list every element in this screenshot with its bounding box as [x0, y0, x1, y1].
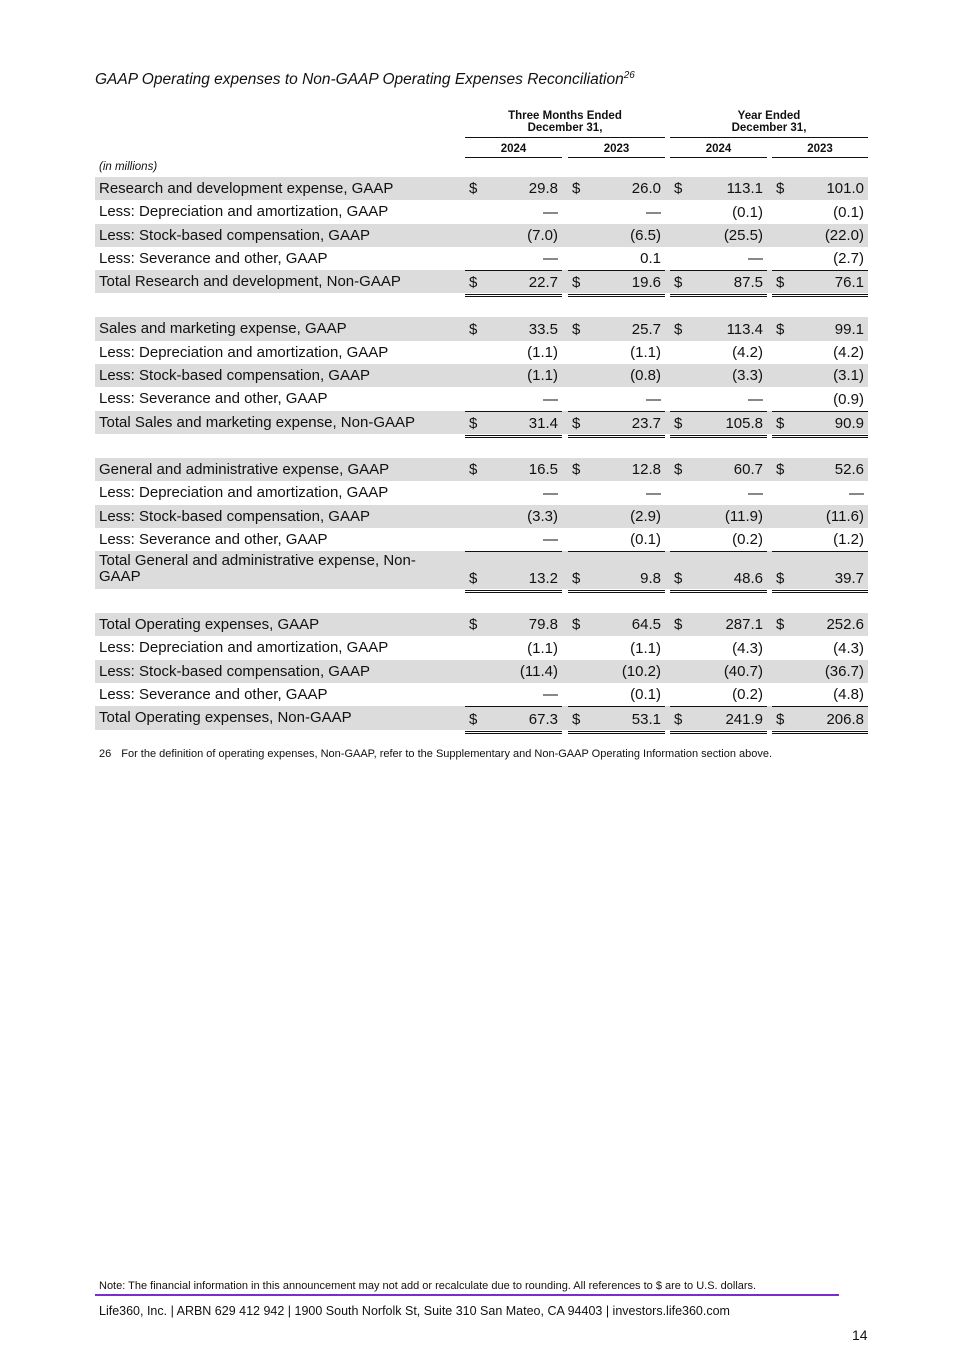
table-total-row — [95, 411, 868, 434]
row-label: Total Operating expenses, Non-GAAP — [99, 709, 352, 727]
currency-symbol: $ — [674, 180, 683, 198]
table-row — [95, 636, 868, 659]
table-total-row — [95, 551, 868, 589]
cell-value: 19.6 — [631, 274, 661, 292]
cell-value: 76.1 — [834, 274, 864, 292]
cell-value: 26.0 — [631, 180, 661, 198]
cell-value: — — [543, 531, 558, 549]
table-row — [95, 481, 868, 504]
table-row — [95, 247, 868, 270]
cell-value: (1.1) — [527, 344, 558, 362]
table-body — [95, 177, 868, 730]
value-cell — [772, 551, 868, 593]
three-months-header-line1: Three Months Ended — [508, 110, 622, 122]
value-cell — [772, 364, 868, 387]
cell-value: (4.2) — [833, 344, 864, 362]
value-cell — [772, 636, 868, 659]
value-cell — [568, 551, 665, 593]
table-row — [95, 387, 868, 410]
table-row — [95, 364, 868, 387]
currency-symbol: $ — [469, 570, 478, 588]
value-cell — [465, 613, 562, 636]
table-row — [95, 317, 868, 340]
currency-symbol: $ — [776, 616, 785, 634]
cell-value: 22.7 — [528, 274, 558, 292]
row-label: Less: Severance and other, GAAP — [99, 686, 328, 704]
currency-symbol: $ — [469, 616, 478, 634]
reconciliation-table — [95, 108, 868, 730]
value-cell — [670, 387, 767, 410]
value-cell — [772, 613, 868, 636]
rounding-note: Note: The financial information in this announcement may not add or recalculate due to rounding. All references to $ are to U.S. dollars. — [99, 1280, 757, 1292]
units-label: (in millions) — [99, 161, 158, 173]
cell-value: (10.2) — [621, 663, 661, 681]
cell-value: (6.5) — [630, 226, 661, 244]
row-label: Less: Depreciation and amortization, GAAP — [99, 484, 389, 502]
value-cell — [568, 613, 665, 636]
table-row — [95, 613, 868, 636]
title-footnote-ref: 26 — [623, 70, 635, 81]
cell-value: 101.0 — [826, 180, 864, 198]
cell-value: 12.8 — [631, 461, 661, 479]
value-cell — [670, 247, 767, 270]
value-cell — [568, 387, 665, 410]
value-cell — [670, 636, 767, 659]
cell-value: (4.3) — [833, 639, 864, 657]
value-cell — [772, 317, 868, 340]
value-cell — [568, 636, 665, 659]
cell-value: (3.3) — [732, 367, 763, 385]
currency-symbol: $ — [674, 320, 683, 338]
value-cell — [670, 200, 767, 223]
value-cell — [465, 411, 562, 438]
table-row — [95, 341, 868, 364]
year-header: 2023 — [568, 143, 665, 158]
cell-value: — — [748, 484, 763, 502]
cell-value: 287.1 — [725, 616, 763, 634]
currency-symbol: $ — [674, 710, 683, 728]
value-cell — [670, 660, 767, 683]
cell-value: (1.1) — [630, 344, 661, 362]
currency-symbol: $ — [674, 414, 683, 432]
cell-value: — — [543, 390, 558, 408]
value-cell — [772, 481, 868, 504]
currency-symbol: $ — [572, 320, 581, 338]
value-cell — [465, 458, 562, 481]
value-cell — [670, 458, 767, 481]
year-ended-header-line2: December 31, — [731, 122, 807, 134]
row-label: Less: Severance and other, GAAP — [99, 390, 328, 408]
year-header: 2023 — [772, 143, 868, 158]
cell-value: 39.7 — [834, 570, 864, 588]
table-row — [95, 224, 868, 247]
table-row — [95, 660, 868, 683]
cell-value: 29.8 — [528, 180, 558, 198]
cell-value: — — [543, 203, 558, 221]
cell-value: 241.9 — [725, 710, 763, 728]
value-cell — [670, 505, 767, 528]
cell-value: 23.7 — [631, 414, 661, 432]
cell-value: (4.3) — [732, 639, 763, 657]
cell-value: (1.2) — [833, 531, 864, 549]
currency-symbol: $ — [776, 180, 785, 198]
value-cell — [772, 458, 868, 481]
cell-value: 33.5 — [528, 320, 558, 338]
value-cell — [465, 387, 562, 410]
value-cell — [465, 177, 562, 200]
table-row — [95, 683, 868, 706]
company-footer: Life360, Inc. | ARBN 629 412 942 | 1900 South Norfolk St, Suite 310 San Mateo, CA 94403 | investors.life360.com — [99, 1304, 730, 1318]
currency-symbol: $ — [674, 461, 683, 479]
value-cell — [772, 177, 868, 200]
cell-value: (0.1) — [833, 203, 864, 221]
value-cell — [568, 341, 665, 364]
value-cell — [670, 481, 767, 504]
cell-value: 16.5 — [528, 461, 558, 479]
cell-value: (3.1) — [833, 367, 864, 385]
row-label: Total General and administrative expense, Non-GAAP — [99, 552, 416, 586]
currency-symbol: $ — [469, 710, 478, 728]
year-ended-header — [670, 110, 868, 138]
value-cell — [465, 224, 562, 247]
value-cell — [772, 683, 868, 706]
value-cell — [465, 528, 562, 551]
value-cell — [568, 458, 665, 481]
cell-value: 113.1 — [726, 180, 763, 198]
table-row — [95, 505, 868, 528]
currency-symbol: $ — [469, 461, 478, 479]
cell-value: (11.6) — [825, 507, 864, 525]
cell-value: (2.9) — [630, 507, 661, 525]
currency-symbol: $ — [469, 414, 478, 432]
cell-value: (0.1) — [630, 531, 661, 549]
footnote-text: For the definition of operating expenses, Non-GAAP, refer to the Supplementary and Non-GAAP Operating Information section above. — [121, 748, 773, 760]
value-cell — [772, 706, 868, 733]
currency-symbol: $ — [776, 570, 785, 588]
currency-symbol: $ — [572, 180, 581, 198]
cell-value: — — [543, 484, 558, 502]
value-cell — [568, 177, 665, 200]
page-number: 14 — [852, 1327, 868, 1343]
cell-value: — — [748, 390, 763, 408]
row-label: Less: Depreciation and amortization, GAAP — [99, 639, 389, 657]
cell-value: 48.6 — [733, 570, 763, 588]
row-label: Sales and marketing expense, GAAP — [99, 320, 347, 338]
cell-value: (3.3) — [527, 507, 558, 525]
cell-value: (0.9) — [833, 390, 864, 408]
value-cell — [465, 270, 562, 297]
value-cell — [465, 683, 562, 706]
cell-value: (4.2) — [732, 344, 763, 362]
cell-value: — — [543, 686, 558, 704]
year-header: 2024 — [670, 143, 767, 158]
value-cell — [772, 200, 868, 223]
value-cell — [568, 481, 665, 504]
cell-value: 13.2 — [528, 570, 558, 588]
currency-symbol: $ — [469, 180, 478, 198]
value-cell — [670, 613, 767, 636]
value-cell — [670, 551, 767, 593]
value-cell — [670, 317, 767, 340]
title-text: GAAP Operating expenses to Non-GAAP Operating Expenses Reconciliation — [95, 71, 624, 88]
value-cell — [772, 660, 868, 683]
cell-value: 64.5 — [631, 616, 661, 634]
table-row — [95, 200, 868, 223]
row-label: Less: Depreciation and amortization, GAAP — [99, 203, 389, 221]
value-cell — [568, 200, 665, 223]
row-label: Less: Stock-based compensation, GAAP — [99, 662, 370, 680]
cell-value: 31.4 — [528, 414, 558, 432]
cell-value: (25.5) — [723, 226, 763, 244]
cell-value: 52.6 — [834, 461, 864, 479]
currency-symbol: $ — [776, 710, 785, 728]
currency-symbol: $ — [469, 320, 478, 338]
value-cell — [568, 683, 665, 706]
value-cell — [568, 317, 665, 340]
value-cell — [670, 341, 767, 364]
value-cell — [465, 706, 562, 733]
value-cell — [568, 364, 665, 387]
value-cell — [465, 317, 562, 340]
cell-value: 206.8 — [826, 710, 864, 728]
cell-value: (7.0) — [527, 226, 558, 244]
table-total-row — [95, 706, 868, 729]
value-cell — [465, 364, 562, 387]
value-cell — [465, 200, 562, 223]
value-cell — [465, 341, 562, 364]
row-label: Less: Severance and other, GAAP — [99, 530, 328, 548]
currency-symbol: $ — [469, 274, 478, 292]
value-cell — [568, 247, 665, 270]
cell-value: (0.8) — [630, 367, 661, 385]
cell-value: (0.2) — [732, 686, 763, 704]
value-cell — [772, 247, 868, 270]
row-label: Less: Stock-based compensation, GAAP — [99, 226, 370, 244]
value-cell — [465, 247, 562, 270]
currency-symbol: $ — [572, 461, 581, 479]
currency-symbol: $ — [674, 570, 683, 588]
cell-value: (1.1) — [527, 367, 558, 385]
currency-symbol: $ — [776, 320, 785, 338]
page-title — [95, 70, 635, 89]
value-cell — [670, 224, 767, 247]
currency-symbol: $ — [572, 274, 581, 292]
cell-value: 99.1 — [834, 320, 864, 338]
cell-value: 90.9 — [834, 414, 864, 432]
value-cell — [772, 505, 868, 528]
row-label: Less: Stock-based compensation, GAAP — [99, 367, 370, 385]
value-cell — [670, 706, 767, 733]
table-total-row — [95, 270, 868, 293]
cell-value: (4.8) — [833, 686, 864, 704]
currency-symbol: $ — [572, 570, 581, 588]
currency-symbol: $ — [776, 274, 785, 292]
cell-value: 113.4 — [726, 320, 763, 338]
cell-value: 105.8 — [725, 414, 763, 432]
table-row — [95, 458, 868, 481]
value-cell — [670, 270, 767, 297]
cell-value: 9.8 — [640, 570, 661, 588]
cell-value: 67.3 — [528, 710, 558, 728]
value-cell — [670, 528, 767, 551]
cell-value: 60.7 — [733, 461, 763, 479]
cell-value: 53.1 — [631, 710, 661, 728]
cell-value: (1.1) — [630, 639, 661, 657]
row-label: Total Sales and marketing expense, Non-GAAP — [99, 413, 416, 431]
value-cell — [465, 481, 562, 504]
value-cell — [772, 270, 868, 297]
currency-symbol: $ — [674, 616, 683, 634]
year-ended-header-line1: Year Ended — [737, 110, 801, 122]
year-header-row — [95, 140, 868, 158]
cell-value: 79.8 — [528, 616, 558, 634]
value-cell — [465, 636, 562, 659]
value-cell — [568, 660, 665, 683]
footer-divider — [95, 1294, 839, 1296]
currency-symbol: $ — [674, 274, 683, 292]
value-cell — [670, 683, 767, 706]
cell-value: (0.1) — [732, 203, 763, 221]
cell-value: (40.7) — [723, 663, 763, 681]
value-cell — [568, 505, 665, 528]
row-label: General and administrative expense, GAAP — [99, 460, 390, 478]
cell-value: (0.1) — [630, 686, 661, 704]
value-cell — [772, 224, 868, 247]
cell-value: (2.7) — [833, 250, 864, 268]
cell-value: (22.0) — [824, 226, 864, 244]
three-months-header — [465, 110, 665, 138]
value-cell — [670, 177, 767, 200]
value-cell — [465, 660, 562, 683]
three-months-header-line2: December 31, — [527, 122, 603, 134]
row-label: Less: Depreciation and amortization, GAAP — [99, 343, 389, 361]
value-cell — [465, 551, 562, 593]
cell-value: — — [646, 203, 661, 221]
value-cell — [568, 528, 665, 551]
table-row — [95, 528, 868, 551]
currency-symbol: $ — [572, 710, 581, 728]
row-label: Less: Severance and other, GAAP — [99, 249, 328, 267]
currency-symbol: $ — [572, 616, 581, 634]
cell-value: (1.1) — [527, 639, 558, 657]
year-header: 2024 — [465, 143, 562, 158]
currency-symbol: $ — [776, 414, 785, 432]
row-label: Total Operating expenses, GAAP — [99, 616, 320, 634]
footnote-number: 26 — [99, 748, 112, 760]
value-cell — [772, 528, 868, 551]
cell-value: (11.4) — [519, 663, 558, 681]
cell-value: — — [646, 484, 661, 502]
cell-value: (0.2) — [732, 531, 763, 549]
value-cell — [772, 411, 868, 438]
value-cell — [465, 505, 562, 528]
value-cell — [568, 224, 665, 247]
value-cell — [772, 341, 868, 364]
cell-value: 0.1 — [640, 250, 661, 268]
table-row — [95, 177, 868, 200]
value-cell — [568, 706, 665, 733]
cell-value: (36.7) — [824, 663, 864, 681]
value-cell — [568, 411, 665, 438]
cell-value: (11.9) — [724, 507, 763, 525]
row-label: Research and development expense, GAAP — [99, 180, 394, 197]
cell-value: — — [849, 484, 864, 502]
value-cell — [670, 411, 767, 438]
row-label: Less: Stock-based compensation, GAAP — [99, 507, 370, 525]
currency-symbol: $ — [776, 461, 785, 479]
cell-value: 252.6 — [826, 616, 864, 634]
cell-value: — — [543, 250, 558, 268]
value-cell — [772, 387, 868, 410]
value-cell — [670, 364, 767, 387]
row-label: Total Research and development, Non-GAAP — [99, 273, 401, 291]
cell-value: 25.7 — [631, 320, 661, 338]
footnote — [99, 748, 772, 760]
cell-value: — — [646, 390, 661, 408]
cell-value: — — [748, 250, 763, 268]
value-cell — [568, 270, 665, 297]
currency-symbol: $ — [572, 414, 581, 432]
cell-value: 87.5 — [733, 274, 763, 292]
period-header-row — [95, 108, 868, 140]
